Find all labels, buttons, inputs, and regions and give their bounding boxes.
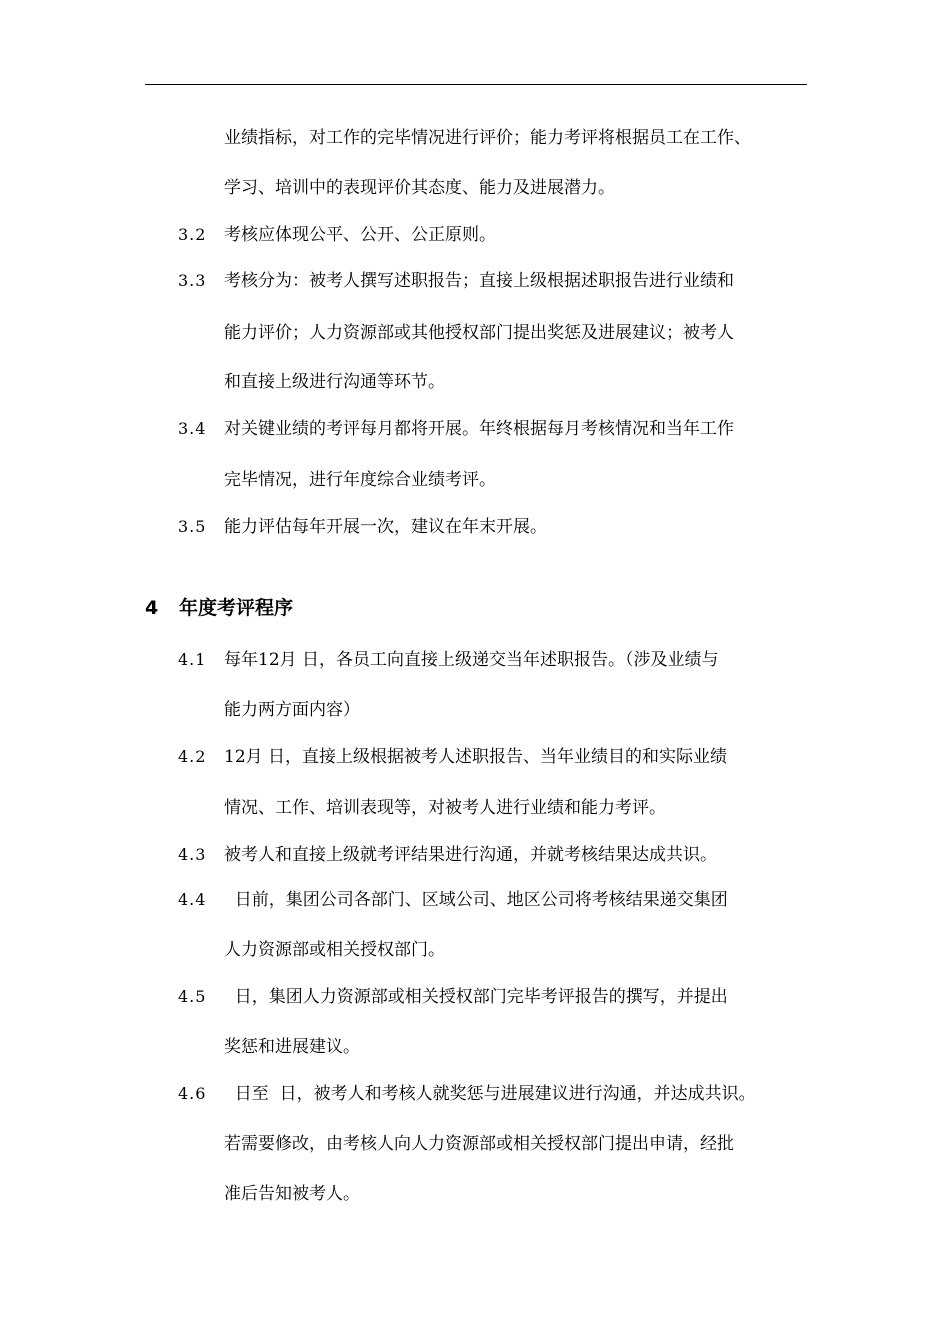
item-number: 4.5 [178,987,207,1006]
item-number: 3.4 [178,419,207,438]
item-text: 情况、工作、培训表现等，对被考人进行业绩和能力考评。 [224,798,666,818]
item-number: 4.6 [178,1084,207,1103]
item-number: 3.5 [178,517,207,536]
item-text: 若需要修改，由考核人向人力资源部或相关授权部门提出申请，经批 [224,1134,734,1154]
paragraph-line: 学习、培训中的表现评价其态度、能力及进展潜力。 [224,178,615,198]
item-text: 对关键业绩的考评每月都将开展。年终根据每月考核情况和当年工作 [224,419,734,439]
item-text: 能力两方面内容） [224,700,360,720]
item-text: 考核分为：被考人撰写述职报告；直接上级根据述职报告进行业绩和 [224,271,734,291]
item-text: 奖惩和进展建议。 [224,1037,360,1057]
item-text: 12月 日，直接上级根据被考人述职报告、当年业绩目的和实际业绩 [224,747,728,767]
item-number: 4.1 [178,650,207,669]
item-text: 完毕情况，进行年度综合业绩考评。 [224,470,496,490]
item-text: 考核应体现公平、公开、公正原则。 [224,225,496,245]
item-text: 日前，集团公司各部门、区域公司、地区公司将考核结果递交集团 [224,890,728,910]
item-text: 能力评价；人力资源部或其他授权部门提出奖惩及进展建议；被考人 [224,323,734,343]
item-text: 人力资源部或相关授权部门。 [224,940,445,960]
item-number: 3.2 [178,225,207,244]
section-number: 4 [145,597,159,619]
header-rule [145,84,807,85]
paragraph-line: 业绩指标，对工作的完毕情况进行评价；能力考评将根据员工在工作、 [224,128,751,148]
section-heading [145,595,293,621]
item-text: 能力评估每年开展一次，建议在年末开展。 [224,517,547,537]
item-text: 日至 日，被考人和考核人就奖惩与进展建议进行沟通，并达成共识。 [224,1084,756,1104]
section-title: 年度考评程序 [179,597,294,619]
item-text: 日，集团人力资源部或相关授权部门完毕考评报告的撰写，并提出 [224,987,728,1007]
item-number: 4.2 [178,747,207,766]
item-number: 3.3 [178,271,207,290]
item-text: 准后告知被考人。 [224,1184,360,1204]
item-number: 4.4 [178,890,207,909]
item-number: 4.3 [178,845,207,864]
item-text: 和直接上级进行沟通等环节。 [224,372,445,392]
item-text: 每年12月 日，各员工向直接上级递交当年述职报告。（涉及业绩与 [224,650,719,670]
item-text: 被考人和直接上级就考评结果进行沟通，并就考核结果达成共识。 [224,845,717,865]
